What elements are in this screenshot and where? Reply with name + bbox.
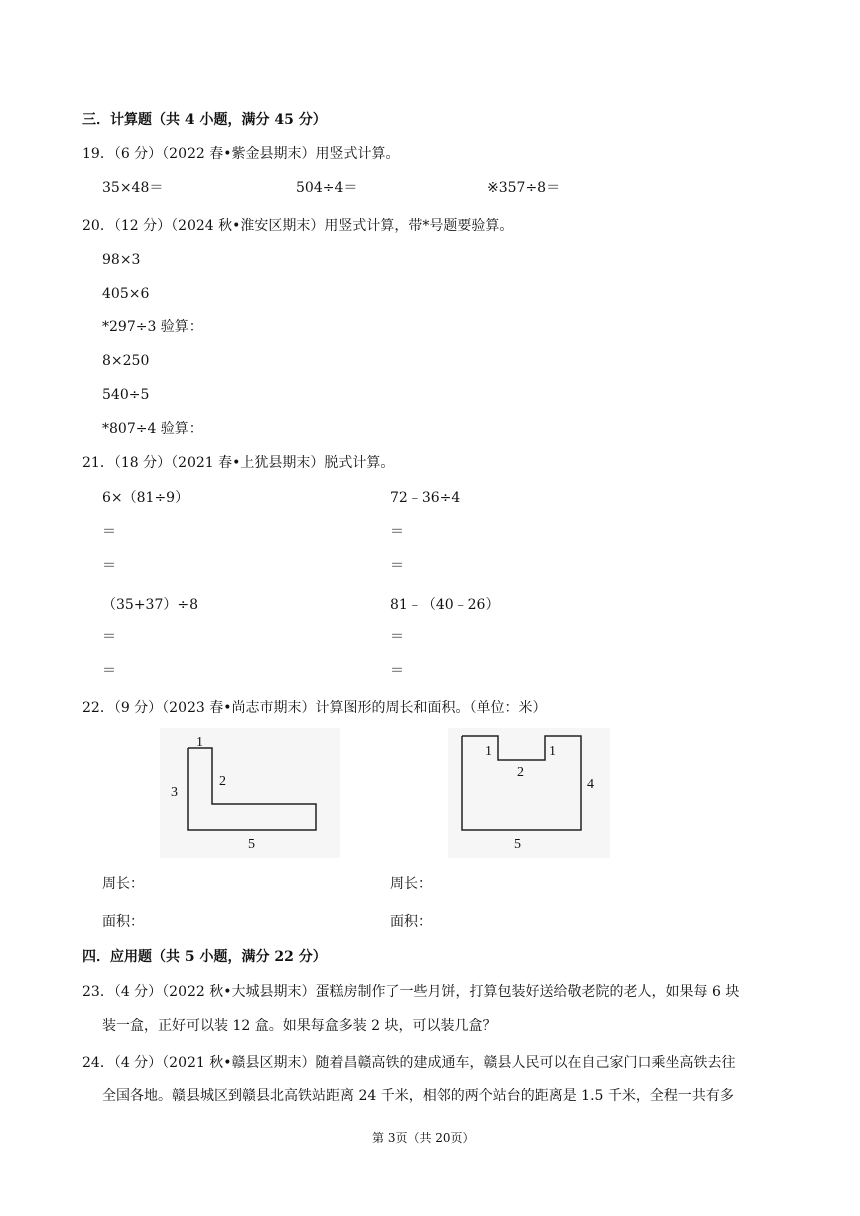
q20-item-5: 540÷5 (102, 387, 150, 403)
notched-rect-figure (448, 728, 610, 858)
q19-item-3: ※357÷8＝ (487, 180, 561, 196)
fig1-perimeter-label: 周长： (102, 876, 144, 892)
q21-eq: ＝ (102, 524, 116, 540)
q20-item-6: *807÷4 验算： (102, 421, 203, 437)
q21-eq: ＝ (102, 663, 116, 679)
fig1-label-top: 1 (196, 735, 203, 750)
fig2-label-right-top: 1 (549, 744, 556, 759)
fig2-label-bottom: 5 (514, 837, 521, 852)
fig1-label-inner: 2 (219, 774, 226, 789)
q20-item-2: 405×6 (102, 286, 150, 302)
section-4-title: 四．应用题（共 5 小题，满分 22 分） (82, 949, 327, 965)
page-footer: 第 3页（共 20页） (372, 1131, 475, 1145)
q20-stem: 20．（12 分）（2024 秋•淮安区期末）用竖式计算，带*号题要验算。 (82, 218, 514, 234)
q19-item-1: 35×48＝ (102, 180, 164, 196)
q19-item-2: 504÷4＝ (296, 180, 358, 196)
q21-eq: ＝ (390, 629, 404, 645)
q23-line-1: 23．（4 分）（2022 秋•大城县期末）蛋糕房制作了一些月饼，打算包装好送给敬老院的老人，如果每 6 块 (82, 984, 740, 1000)
fig1-label-bottom: 5 (248, 837, 255, 852)
q21-right-expr-2: 81﹣（40﹣26） (390, 597, 500, 613)
fig1-area-label: 面积： (102, 914, 144, 930)
fig2-perimeter-label: 周长： (390, 876, 432, 892)
fig1-label-left: 3 (171, 785, 178, 800)
fig2-label-notch: 2 (517, 765, 524, 780)
section-3-title: 三．计算题（共 4 小题，满分 45 分） (82, 112, 327, 128)
q21-left-expr-1: 6×（81÷9） (102, 490, 190, 506)
q21-right-expr-1: 72﹣36÷4 (390, 490, 461, 506)
q22-stem: 22．（9 分）（2023 春•尚志市期末）计算图形的周长和面积。（单位：米） (82, 700, 547, 716)
q20-item-4: 8×250 (102, 353, 150, 369)
q19-stem: 19．（6 分）（2022 春•紫金县期末）用竖式计算。 (82, 146, 400, 162)
q24-line-2: 全国各地。赣县城区到赣县北高铁站距离 24 千米，相邻的两个站台的距离是 1.5 千米，全程一共有多 (102, 1088, 734, 1104)
q21-eq: ＝ (102, 629, 116, 645)
q21-eq: ＝ (390, 558, 404, 574)
fig2-label-right: 4 (587, 777, 594, 792)
q24-line-1: 24．（4 分）（2021 秋•赣县区期末）随着昌赣高铁的建成通车，赣县人民可以在自己家门口乘坐高铁去往 (82, 1055, 736, 1071)
q21-eq: ＝ (102, 558, 116, 574)
fig2-label-left-top: 1 (485, 744, 492, 759)
q21-left-expr-2: （35+37）÷8 (102, 597, 198, 613)
fig2-area-label: 面积： (390, 914, 432, 930)
q21-eq: ＝ (390, 524, 404, 540)
q20-item-3: *297÷3 验算： (102, 319, 203, 335)
q23-line-2: 装一盒，正好可以装 12 盒。如果每盒多装 2 块，可以装几盒？ (102, 1018, 497, 1034)
q21-eq: ＝ (390, 663, 404, 679)
q21-stem: 21．（18 分）（2021 春•上犹县期末）脱式计算。 (82, 455, 395, 471)
l-shape-figure (160, 728, 340, 858)
q20-item-1: 98×3 (102, 252, 141, 268)
